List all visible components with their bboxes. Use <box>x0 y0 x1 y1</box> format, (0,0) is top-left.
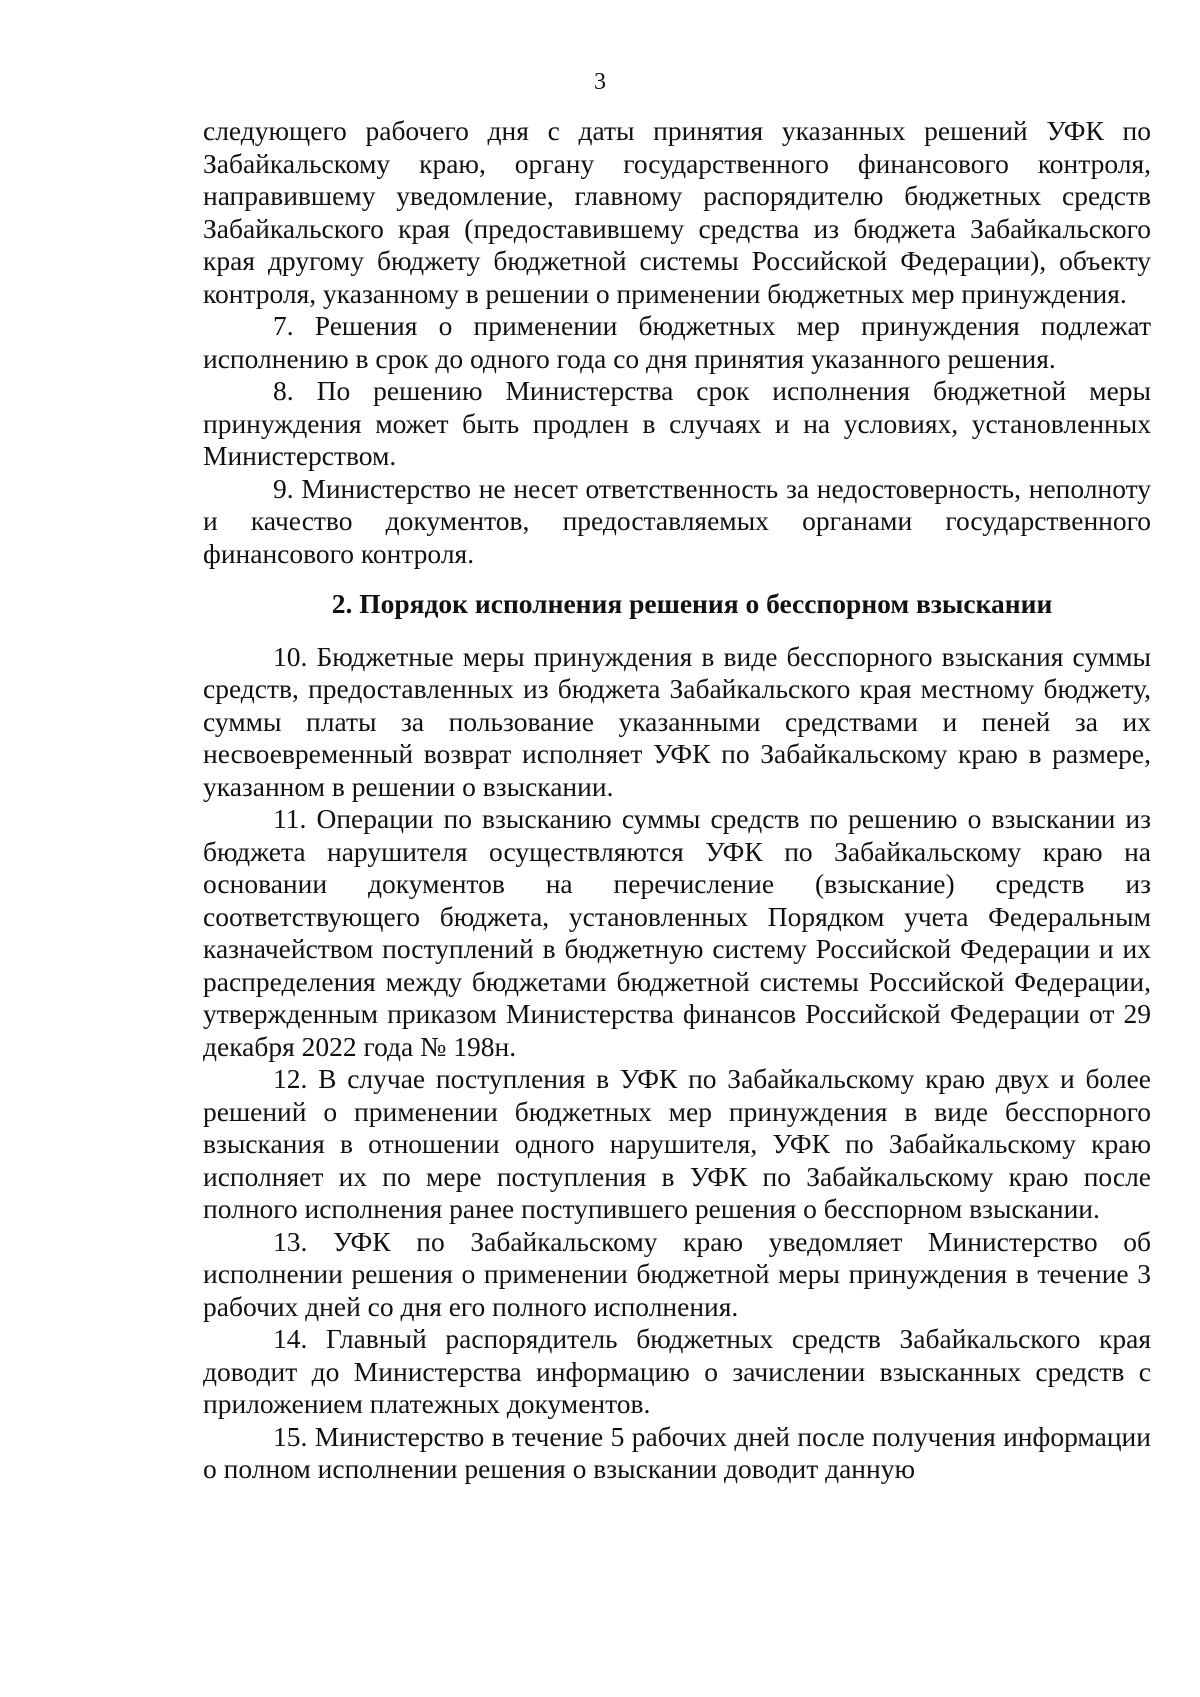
section-heading: 2. Порядок исполнения решения о бесспорном взыскании <box>331 588 1053 619</box>
document-body <box>203 115 1151 1486</box>
paragraph-item-13: 13. УФК по Забайкальскому краю уведомляет Министерство об исполнении решения о применении бюджетной меры принуждения в течение 3 рабочих дней со дня его полного исполнения. <box>203 1225 1151 1322</box>
paragraph-item-11: 11. Операции по взысканию суммы средств по решению о взыскании из бюджета нарушителя осуществляются УФК по Забайкальскому краю на основании документов на перечисление (взыскание) средств из соответствующего бюджета, установленных Порядком учета Федеральным казначейством поступлений в бюджетную систему Российской Федерации и их распределения между бюджетами бюджетной системы Российской Федерации, утвержденным приказом Министерства финансов Российской Федерации от 29 декабря 2022 года № 198н. <box>203 803 1151 1062</box>
paragraph-item-15: 15. Министерство в течение 5 рабочих дней после получения информации о полном исполнении решения о взыскании доводит данную <box>203 1420 1151 1484</box>
paragraph-item-8: 8. По решению Министерства срок исполнения бюджетной меры принуждения может быть продлен в случаях и на условиях, установленных Министерством. <box>203 375 1151 471</box>
paragraph-item-9: 9. Министерство не несет ответственность за недостоверность, неполноту и качество документов, предоставляемых органами государственного финансового контроля. <box>203 472 1151 569</box>
paragraph-continuation: следующего рабочего дня с даты принятия указанных решений УФК по Забайкальскому краю, органу государственного финансового контроля, направившему уведомление, главному распорядителю бюджетных средств Забайкальского края (предоставившему средства из бюджета Забайкальского края другому бюджету бюджетной системы Российской Федерации), объекту контроля, указанному в решении о применении бюджетных мер принуждения. <box>203 115 1151 309</box>
page-number: 3 <box>594 69 606 95</box>
paragraph-item-10: 10. Бюджетные меры принуждения в виде бесспорного взыскания суммы средств, предоставленных из бюджета Забайкальского края местному бюджету, суммы платы за пользование указанными средствами и пеней за их несвоевременный возврат исполняет УФК по Забайкальскому краю в размере, указанном в решении о взыскании. <box>203 640 1151 802</box>
paragraph-item-7: 7. Решения о применении бюджетных мер принуждения подлежат исполнению в срок до одного года со дня принятия указанного решения. <box>203 310 1151 374</box>
paragraph-item-12: 12. В случае поступления в УФК по Забайкальскому краю двух и более решений о применении бюджетных мер принуждения в виде бесспорного взыскания в отношении одного нарушителя, УФК по Забайкальскому краю исполняет их по мере поступления в УФК по Забайкальскому краю после полного исполнения ранее поступившего решения о бесспорном взыскании. <box>203 1063 1151 1224</box>
paragraph-item-14: 14. Главный распорядитель бюджетных средств Забайкальского края доводит до Министерства информацию о зачислении взысканных средств с приложением платежных документов. <box>203 1323 1151 1419</box>
